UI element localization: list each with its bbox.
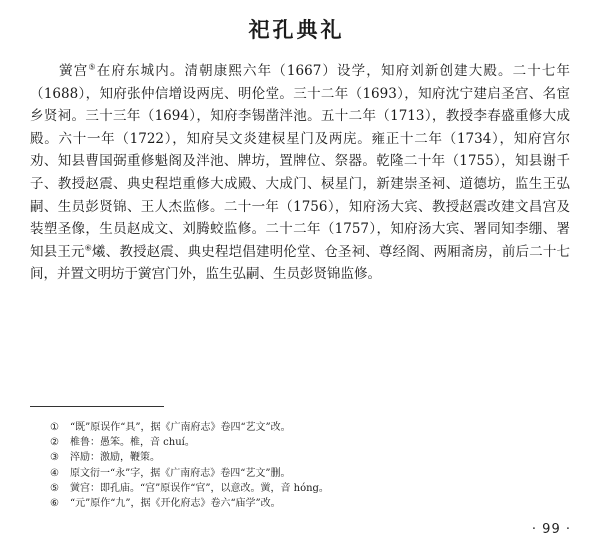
footnote-text: 原文衍一“永”字，据《广南府志》卷四“艺文”删。 <box>70 467 291 479</box>
footnote-item <box>50 466 570 481</box>
footnote-text: 椎鲁：愚笨。椎，音 chuí。 <box>70 437 195 449</box>
paragraph-text-1: 黉宫 <box>58 63 89 79</box>
footnote-number: ⑥ <box>50 498 59 510</box>
footnote-number: ④ <box>50 467 59 479</box>
footnote-item <box>50 496 570 511</box>
page-title: 祀孔典礼 <box>248 18 345 42</box>
paragraph-text-3: 爔、教授赵震、典史程垲倡建明伦堂、仓圣祠、尊经阁、两厢斋房，前后二十七间，并置文明坊于黉宫门外，监生弘嗣、生员彭贤锦监修。 <box>30 243 571 283</box>
footnote-number: ③ <box>50 452 59 464</box>
footnote-number: ① <box>50 422 59 433</box>
page-number: · 99 · <box>531 522 571 537</box>
footnote-item <box>50 450 570 465</box>
footnote-marker-5: ⑤ <box>88 62 97 72</box>
footnote-text: “元”原作“九”，据《开化府志》卷六“庙学”改。 <box>70 498 281 510</box>
main-paragraph <box>30 60 570 286</box>
footnote-separator <box>30 406 164 407</box>
footnote-number: ⑤ <box>50 482 59 494</box>
paragraph-text-2: 在府东城内。清朝康熙六年（1667）设学，知府刘新创建大殿。二十七年（1688），知府张仲信增设两庑、明伦堂。三十二年（1693），知府沈宁建启圣宫、名宦乡贤祠。三十三年（1694），知府李锡凿泮池。五十二年（1713），教授李春盛重修大成殿。六十一年（1722），知府吴文炎建棂星门及两庑。雍正十二年（1734），知府宫尔劝、知县曹国弼重修魁阁及泮池、牌坊，置牌位、祭器。乾隆二十年（1755），知县谢千子、教授赵震、典史程垲重修大成殿、大成门、棂星门，新建崇圣祠、道德坊，监生王弘嗣、生员彭贤锦、王人杰监修。二十一年（1756），知府汤大宾、教授赵震改建文昌宫及装塑圣像，生员赵成文、刘腾蛟监修。二十二年（1757），知府汤大宾、署同知李绷、署知县王元 <box>30 63 571 260</box>
footnote-text: “既”原误作“具”，据《广南府志》卷四“艺文”改。 <box>70 422 291 433</box>
footnote-item <box>50 481 570 496</box>
footnote-number: ② <box>50 437 59 449</box>
footnote-text: 淬励：激励，鞭策。 <box>70 452 160 464</box>
footnote-item <box>50 435 570 450</box>
footnote-marker-6: ⑥ <box>84 243 92 253</box>
footnote-item <box>50 420 570 435</box>
footnote-text: 黉宫：即孔庙。“宫”原误作“官”，以意改。黉，音 hóng。 <box>70 482 329 494</box>
footnote-list <box>50 420 570 511</box>
